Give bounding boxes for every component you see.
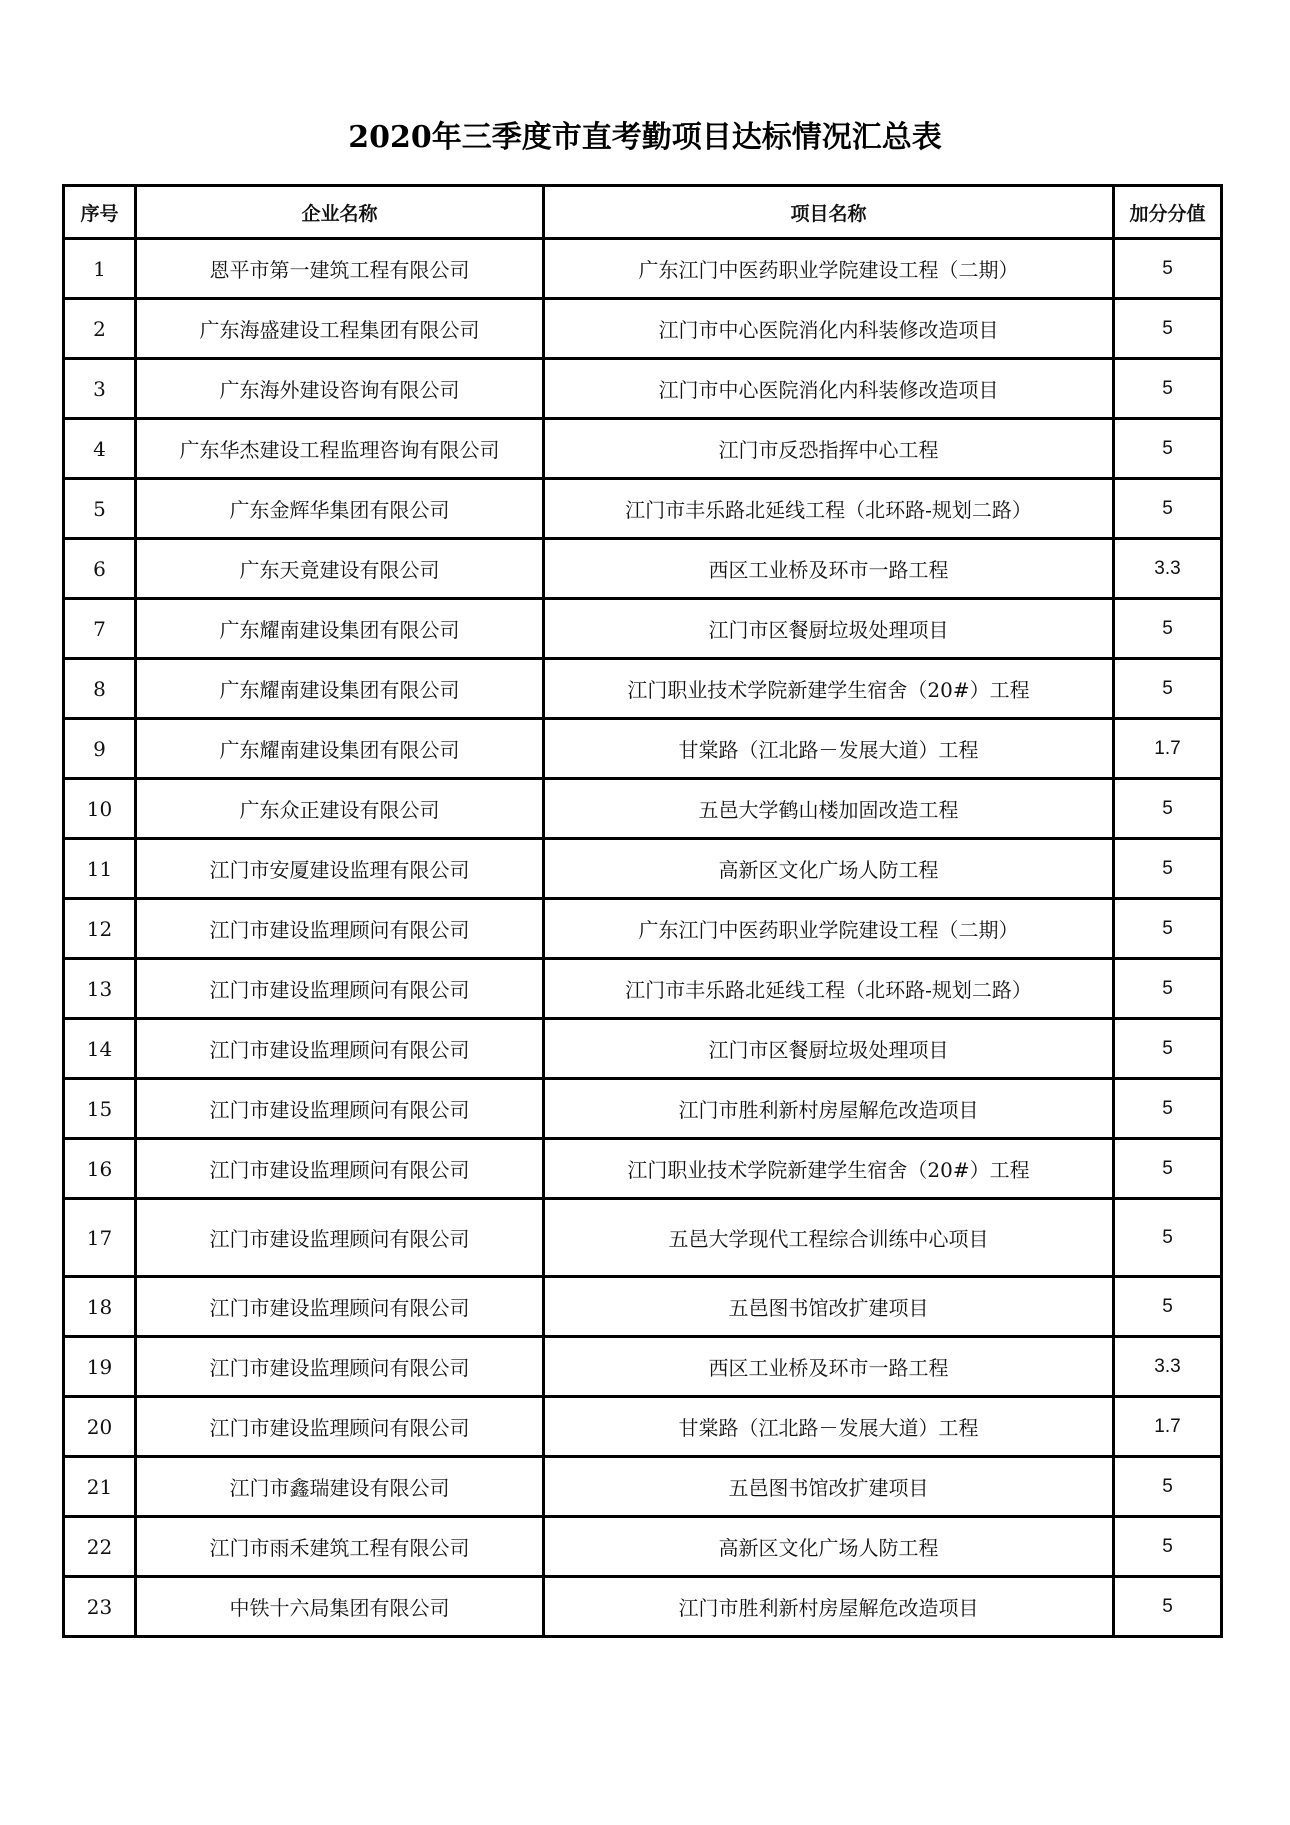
serial-number-cell: 1 xyxy=(64,239,136,299)
bonus-score-cell: 5 xyxy=(1114,779,1222,839)
table-row xyxy=(64,299,1222,359)
company-name-cell: 广东海盛建设工程集团有限公司 xyxy=(136,299,544,359)
bonus-score-cell: 5 xyxy=(1114,299,1222,359)
header-company-name: 企业名称 xyxy=(136,186,544,239)
project-name-cell: 高新区文化广场人防工程 xyxy=(544,1517,1114,1577)
serial-number-cell: 13 xyxy=(64,959,136,1019)
serial-number-cell: 5 xyxy=(64,479,136,539)
company-name-cell: 江门市安厦建设监理有限公司 xyxy=(136,839,544,899)
bonus-score-cell: 1.7 xyxy=(1114,719,1222,779)
table-row xyxy=(64,779,1222,839)
bonus-score-cell: 5 xyxy=(1114,1577,1222,1637)
serial-number-cell: 7 xyxy=(64,599,136,659)
serial-number-cell: 17 xyxy=(64,1199,136,1277)
project-name-cell: 江门市反恐指挥中心工程 xyxy=(544,419,1114,479)
project-name-cell: 江门市丰乐路北延线工程（北环路-规划二路） xyxy=(544,479,1114,539)
company-name-cell: 广东耀南建设集团有限公司 xyxy=(136,719,544,779)
company-name-cell: 广东天竟建设有限公司 xyxy=(136,539,544,599)
bonus-score-cell: 5 xyxy=(1114,1277,1222,1337)
bonus-score-cell: 5 xyxy=(1114,419,1222,479)
company-name-cell: 广东耀南建设集团有限公司 xyxy=(136,599,544,659)
table-row xyxy=(64,1019,1222,1079)
table-row xyxy=(64,1397,1222,1457)
table-row xyxy=(64,1517,1222,1577)
table-row xyxy=(64,839,1222,899)
table-row xyxy=(64,419,1222,479)
table-row xyxy=(64,1079,1222,1139)
table-row xyxy=(64,1577,1222,1637)
bonus-score-cell: 5 xyxy=(1114,1019,1222,1079)
project-name-cell: 五邑大学鹤山楼加固改造工程 xyxy=(544,779,1114,839)
serial-number-cell: 6 xyxy=(64,539,136,599)
table-row xyxy=(64,539,1222,599)
serial-number-cell: 11 xyxy=(64,839,136,899)
serial-number-cell: 23 xyxy=(64,1577,136,1637)
table-row xyxy=(64,1199,1222,1277)
project-name-cell: 五邑图书馆改扩建项目 xyxy=(544,1457,1114,1517)
serial-number-cell: 14 xyxy=(64,1019,136,1079)
project-name-cell: 广东江门中医药职业学院建设工程（二期） xyxy=(544,239,1114,299)
serial-number-cell: 8 xyxy=(64,659,136,719)
company-name-cell: 江门市建设监理顾问有限公司 xyxy=(136,959,544,1019)
project-name-cell: 广东江门中医药职业学院建设工程（二期） xyxy=(544,899,1114,959)
company-name-cell: 广东金辉华集团有限公司 xyxy=(136,479,544,539)
company-name-cell: 恩平市第一建筑工程有限公司 xyxy=(136,239,544,299)
serial-number-cell: 12 xyxy=(64,899,136,959)
bonus-score-cell: 5 xyxy=(1114,1079,1222,1139)
project-name-cell: 西区工业桥及环市一路工程 xyxy=(544,1337,1114,1397)
table-row xyxy=(64,899,1222,959)
table-header-row xyxy=(64,186,1222,239)
company-name-cell: 江门市建设监理顾问有限公司 xyxy=(136,1019,544,1079)
header-serial-number: 序号 xyxy=(64,186,136,239)
company-name-cell: 江门市建设监理顾问有限公司 xyxy=(136,1397,544,1457)
project-name-cell: 江门市胜利新村房屋解危改造项目 xyxy=(544,1079,1114,1139)
company-name-cell: 江门市建设监理顾问有限公司 xyxy=(136,1079,544,1139)
serial-number-cell: 22 xyxy=(64,1517,136,1577)
project-name-cell: 甘棠路（江北路－发展大道）工程 xyxy=(544,1397,1114,1457)
bonus-score-cell: 1.7 xyxy=(1114,1397,1222,1457)
document-title: 2020年三季度市直考勤项目达标情况汇总表 xyxy=(348,120,942,155)
serial-number-cell: 2 xyxy=(64,299,136,359)
table-row xyxy=(64,599,1222,659)
table-row xyxy=(64,1457,1222,1517)
project-name-cell: 甘棠路（江北路－发展大道）工程 xyxy=(544,719,1114,779)
table-row xyxy=(64,659,1222,719)
company-name-cell: 中铁十六局集团有限公司 xyxy=(136,1577,544,1637)
header-bonus-score: 加分分值 xyxy=(1114,186,1222,239)
project-name-cell: 江门职业技术学院新建学生宿舍（20#）工程 xyxy=(544,1139,1114,1199)
bonus-score-cell: 5 xyxy=(1114,1457,1222,1517)
serial-number-cell: 3 xyxy=(64,359,136,419)
project-name-cell: 江门市区餐厨垃圾处理项目 xyxy=(544,1019,1114,1079)
serial-number-cell: 20 xyxy=(64,1397,136,1457)
company-name-cell: 江门市建设监理顾问有限公司 xyxy=(136,1139,544,1199)
project-name-cell: 江门市胜利新村房屋解危改造项目 xyxy=(544,1577,1114,1637)
company-name-cell: 广东众正建设有限公司 xyxy=(136,779,544,839)
serial-number-cell: 21 xyxy=(64,1457,136,1517)
project-name-cell: 江门市丰乐路北延线工程（北环路-规划二路） xyxy=(544,959,1114,1019)
company-name-cell: 广东耀南建设集团有限公司 xyxy=(136,659,544,719)
table-row xyxy=(64,1337,1222,1397)
table-row xyxy=(64,239,1222,299)
serial-number-cell: 19 xyxy=(64,1337,136,1397)
serial-number-cell: 9 xyxy=(64,719,136,779)
company-name-cell: 广东海外建设咨询有限公司 xyxy=(136,359,544,419)
bonus-score-cell: 5 xyxy=(1114,599,1222,659)
bonus-score-cell: 3.3 xyxy=(1114,539,1222,599)
company-name-cell: 江门市鑫瑞建设有限公司 xyxy=(136,1457,544,1517)
serial-number-cell: 15 xyxy=(64,1079,136,1139)
serial-number-cell: 18 xyxy=(64,1277,136,1337)
project-name-cell: 江门市中心医院消化内科装修改造项目 xyxy=(544,299,1114,359)
project-name-cell: 五邑图书馆改扩建项目 xyxy=(544,1277,1114,1337)
project-name-cell: 江门市中心医院消化内科装修改造项目 xyxy=(544,359,1114,419)
project-name-cell: 江门职业技术学院新建学生宿舍（20#）工程 xyxy=(544,659,1114,719)
company-name-cell: 江门市雨禾建筑工程有限公司 xyxy=(136,1517,544,1577)
table-row xyxy=(64,719,1222,779)
company-name-cell: 广东华杰建设工程监理咨询有限公司 xyxy=(136,419,544,479)
bonus-score-cell: 5 xyxy=(1114,959,1222,1019)
summary-table xyxy=(62,184,1223,1638)
table-row xyxy=(64,959,1222,1019)
table-row xyxy=(64,359,1222,419)
table-row xyxy=(64,479,1222,539)
bonus-score-cell: 3.3 xyxy=(1114,1337,1222,1397)
header-project-name: 项目名称 xyxy=(544,186,1114,239)
project-name-cell: 高新区文化广场人防工程 xyxy=(544,839,1114,899)
serial-number-cell: 10 xyxy=(64,779,136,839)
bonus-score-cell: 5 xyxy=(1114,1517,1222,1577)
table-row xyxy=(64,1139,1222,1199)
company-name-cell: 江门市建设监理顾问有限公司 xyxy=(136,1337,544,1397)
company-name-cell: 江门市建设监理顾问有限公司 xyxy=(136,1199,544,1277)
bonus-score-cell: 5 xyxy=(1114,359,1222,419)
bonus-score-cell: 5 xyxy=(1114,239,1222,299)
company-name-cell: 江门市建设监理顾问有限公司 xyxy=(136,1277,544,1337)
table-row xyxy=(64,1277,1222,1337)
bonus-score-cell: 5 xyxy=(1114,479,1222,539)
bonus-score-cell: 5 xyxy=(1114,659,1222,719)
bonus-score-cell: 5 xyxy=(1114,1139,1222,1199)
bonus-score-cell: 5 xyxy=(1114,1199,1222,1277)
project-name-cell: 西区工业桥及环市一路工程 xyxy=(544,539,1114,599)
serial-number-cell: 16 xyxy=(64,1139,136,1199)
bonus-score-cell: 5 xyxy=(1114,899,1222,959)
project-name-cell: 江门市区餐厨垃圾处理项目 xyxy=(544,599,1114,659)
project-name-cell: 五邑大学现代工程综合训练中心项目 xyxy=(544,1199,1114,1277)
serial-number-cell: 4 xyxy=(64,419,136,479)
company-name-cell: 江门市建设监理顾问有限公司 xyxy=(136,899,544,959)
bonus-score-cell: 5 xyxy=(1114,839,1222,899)
